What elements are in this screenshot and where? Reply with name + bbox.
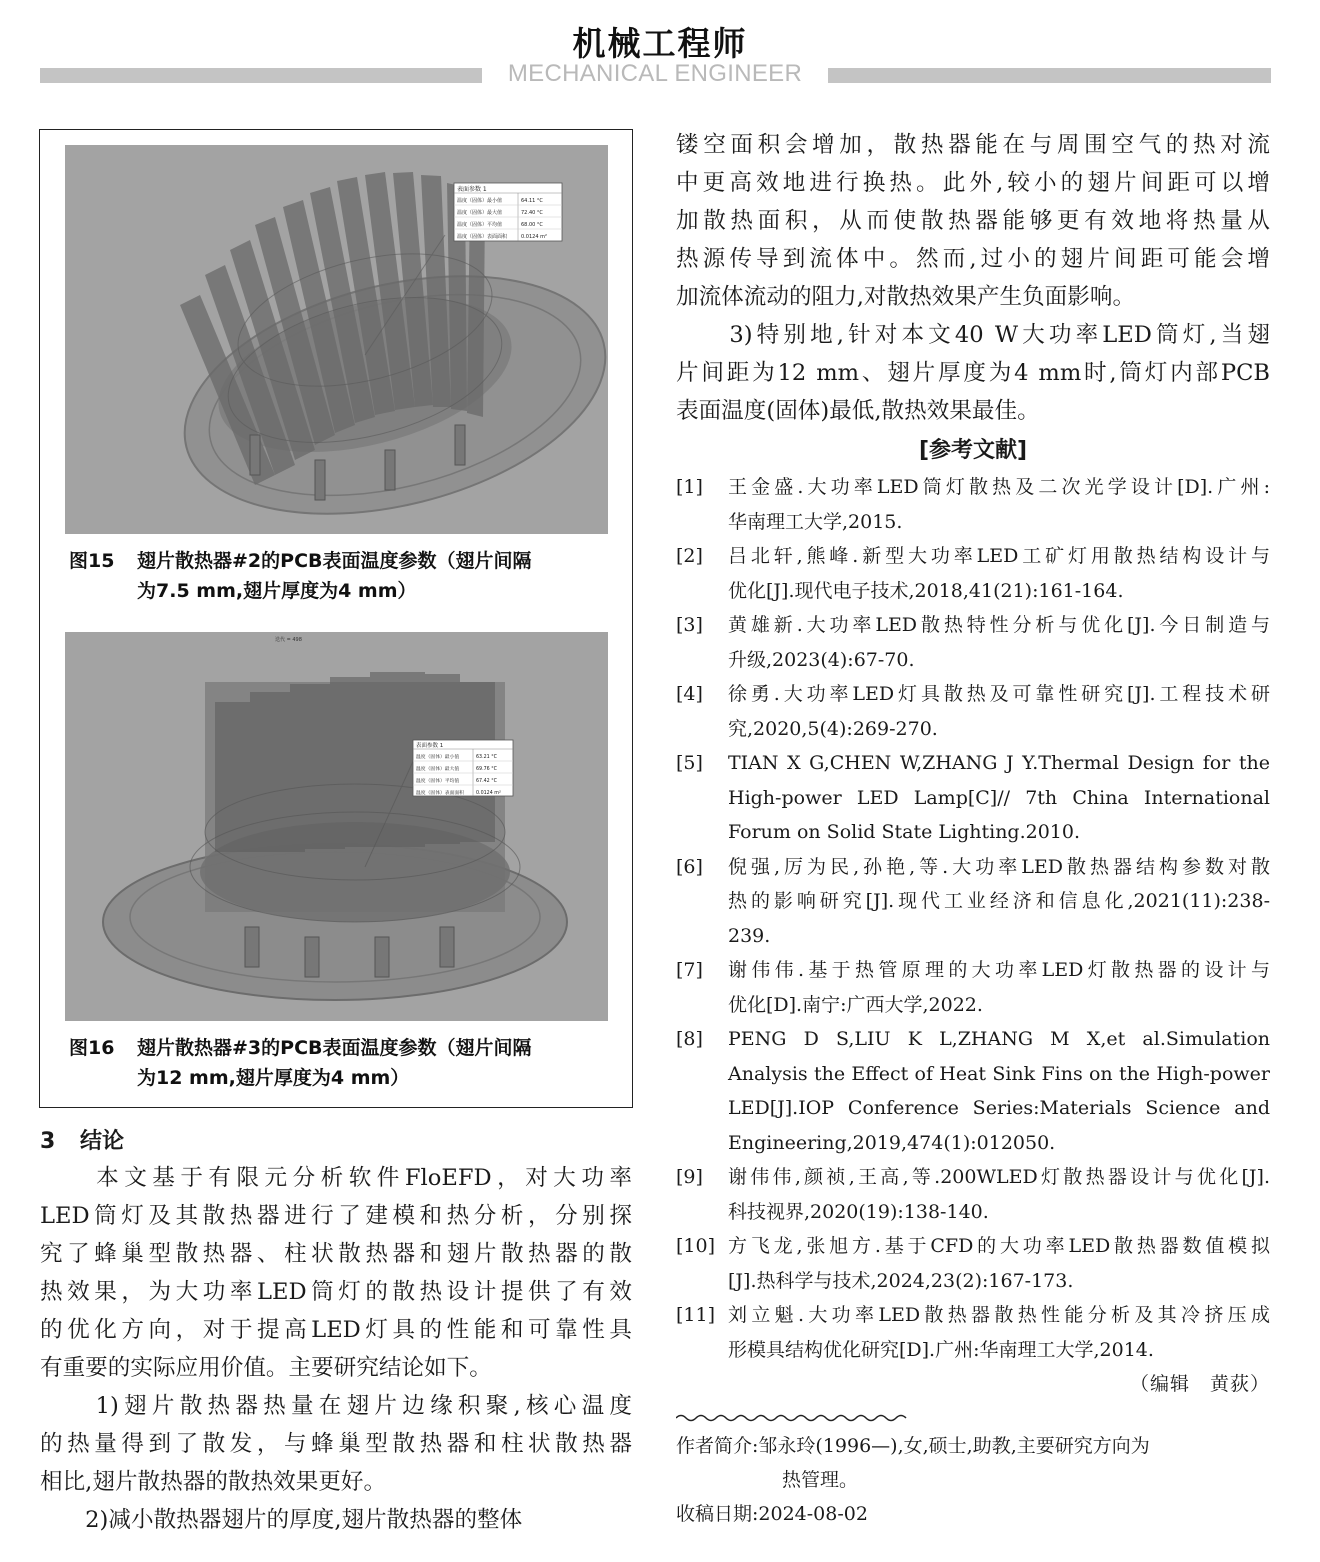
text-line: 黄雄新.大功率LED散热特性分析与优化[J].今日制造与 [728, 614, 1270, 636]
svg-text:温度（固体）平均值: 温度（固体）平均值 [457, 222, 503, 228]
reference-text [728, 746, 1270, 850]
reference-item [676, 953, 1270, 1022]
text-line: 优化[J].现代电子技术,2018,41(21):161-164. [728, 579, 1124, 602]
text-line: Forum on Solid State Lighting.2010. [728, 821, 1081, 843]
figure-16 [39, 617, 633, 1108]
text-line: High-power LED Lamp[C]// 7th China International [728, 786, 1270, 809]
reference-number: [3] [676, 614, 703, 636]
reference-number: [11] [676, 1304, 716, 1326]
svg-text:温度（固体）最大值: 温度（固体）最大值 [416, 767, 460, 772]
svg-text:68.00 °C: 68.00 °C [521, 222, 543, 228]
text-line: 徐勇.大功率LED灯具散热及可靠性研究[J].工程技术研 [728, 683, 1270, 705]
text-line: 谢伟伟.基于热管原理的大功率LED灯散热器的设计与 [728, 959, 1270, 981]
text-line: PENG D S,LIU K L,ZHANG M X,et al.Simulation [728, 1028, 1270, 1050]
reference-number: [4] [676, 683, 703, 705]
figure-16-render [65, 632, 608, 1021]
reference-item [676, 850, 1270, 954]
text-line: Analysis the Effect of Heat Sink Fins on the High-power [728, 1062, 1270, 1085]
text-line: 华南理工大学,2015. [728, 510, 903, 533]
text-line: 加散热面积，从而使散热器能够更有效地将热量从 [676, 208, 1270, 234]
right-paragraph [676, 316, 1270, 430]
author-note: 作者简介:邹永玲(1996—),女,硕士,助教,主要研究方向为 热管理。 收稿日期:2024-08-02 [676, 1429, 1270, 1531]
references-heading: [参考文献] [918, 438, 1028, 463]
text-line: 3)特别地,针对本文40 W大功率LED筒灯,当翅 [676, 322, 1270, 348]
text-line: 中更高效地进行换热。此外,较小的翅片间距可以增 [676, 170, 1270, 196]
right-paragraphs [676, 126, 1270, 430]
figure-15 [39, 129, 633, 619]
text-line: LED筒灯及其散热器进行了建模和热分析，分别探 [40, 1203, 632, 1229]
svg-text:温度（固体）最大值: 温度（固体）最大值 [457, 210, 503, 216]
reference-item [676, 1022, 1270, 1160]
right-column [676, 126, 1270, 1531]
reference-item [676, 746, 1270, 850]
text-line: TIAN X G,CHEN W,ZHANG J Y.Thermal Design for the [728, 752, 1270, 774]
svg-text:温度（固体）最小值: 温度（固体）最小值 [416, 755, 460, 760]
figure-15-render [65, 145, 608, 534]
heatsink-render-2 [65, 145, 608, 534]
reference-item [676, 539, 1270, 608]
text-line: LED[J].IOP Conference Series:Materials Science and [728, 1097, 1270, 1119]
reference-number: [6] [676, 855, 703, 878]
text-line: 的热量得到了散发，与蜂巢型散热器和柱状散热器 [40, 1431, 632, 1457]
text-line: 2)减小散热器翅片的厚度,翅片散热器的整体 [40, 1507, 523, 1533]
text-line: 王金盛.大功率LED筒灯散热及二次光学设计[D].广州: [728, 476, 1270, 498]
left-paragraph [40, 1501, 632, 1539]
reference-item [676, 1229, 1270, 1298]
reference-number: [1] [676, 476, 703, 498]
reference-number: [2] [676, 545, 703, 567]
journal-subtitle: MECHANICAL ENGINEER [507, 60, 803, 87]
reference-text [728, 539, 1270, 608]
text-line: 镂空面积会增加，散热器能在与周围空气的热对流 [676, 132, 1270, 158]
text-line: 究了蜂巢型散热器、柱状散热器和翅片散热器的散 [40, 1241, 632, 1267]
wave-divider [676, 1409, 1270, 1421]
figure-15-caption: 图15 翅片散热器#2的PCB表面温度参数（翅片间隔 为7.5 mm,翅片厚度为4 mm） [69, 546, 609, 606]
reference-item [676, 1298, 1270, 1367]
reference-number: [7] [676, 959, 703, 981]
svg-text:0.0124 m²: 0.0124 m² [521, 234, 547, 240]
header-rule-left [40, 68, 482, 83]
figure-16-caption: 图16 翅片散热器#3的PCB表面温度参数（翅片间隔 为12 mm,翅片厚度为4 mm） [69, 1033, 609, 1093]
text-line: 热的影响研究[J].现代工业经济和信息化,2021(11):238- [728, 890, 1270, 912]
text-line: 形模具结构优化研究[D].广州:华南理工大学,2014. [728, 1338, 1154, 1361]
text-line: 方飞龙,张旭方.基于CFD的大功率LED散热器数值模拟 [728, 1235, 1270, 1257]
left-paragraph [40, 1159, 632, 1387]
reference-item [676, 677, 1270, 746]
svg-text:67.42 °C: 67.42 °C [476, 779, 498, 784]
text-line: 倪强,厉为民,孙艳,等.大功率LED散热器结构参数对散 [728, 855, 1270, 878]
text-line: 239. [728, 924, 771, 947]
reference-text [728, 677, 1270, 746]
text-line: 科技视界,2020(19):138-140. [728, 1200, 989, 1223]
text-line: 优化[D].南宁:广西大学,2022. [728, 993, 983, 1016]
header-rule-right [828, 68, 1271, 83]
fig16-table-title: 表面参数 1 [416, 743, 444, 749]
svg-text:72.40 °C: 72.40 °C [521, 210, 543, 216]
reference-text [728, 1298, 1270, 1367]
editor-note: （编辑 黄荻） [1129, 1373, 1270, 1395]
svg-text:69.76 °C: 69.76 °C [476, 767, 498, 772]
figure-15-number: 图15 [69, 550, 115, 572]
text-line: 刘立魁.大功率LED散热器散热性能分析及其冷挤压成 [728, 1304, 1270, 1326]
reference-number: [5] [676, 752, 703, 774]
text-line: Engineering,2019,474(1):012050. [728, 1131, 1056, 1154]
text-line: 吕北轩,熊峰.新型大功率LED工矿灯用散热结构设计与 [728, 545, 1270, 567]
reference-text [728, 953, 1270, 1022]
svg-text:温度（固体）表面面积: 温度（固体）表面面积 [457, 234, 508, 240]
left-paragraphs [40, 1159, 632, 1539]
text-line: 热源传导到流体中。然而,过小的翅片间距可能会增 [676, 246, 1270, 272]
svg-text:63.21 °C: 63.21 °C [476, 755, 498, 760]
text-line: 1)翅片散热器热量在翅片边缘积聚,核心温度 [40, 1393, 632, 1419]
text-line: 相比,翅片散热器的散热效果更好。 [40, 1469, 387, 1495]
text-line: [J].热科学与技术,2024,23(2):167-173. [728, 1269, 1074, 1292]
iteration-label: 迭代 = 498 [275, 637, 302, 643]
journal-title: 机械工程师 [572, 24, 748, 63]
reference-text [728, 608, 1270, 677]
text-line: 加流体流动的阻力,对散热效果产生负面影响。 [676, 284, 1136, 310]
reference-text [728, 850, 1270, 954]
reference-item [676, 470, 1270, 539]
text-line: 升级,2023(4):67-70. [728, 648, 915, 671]
reference-text [728, 470, 1270, 539]
reference-number: [10] [676, 1235, 716, 1257]
reference-list [676, 470, 1270, 1367]
received-date: 收稿日期:2024-08-02 [676, 1503, 868, 1525]
svg-text:0.0124 m²: 0.0124 m² [476, 791, 501, 796]
svg-text:温度（固体）最小值: 温度（固体）最小值 [457, 198, 503, 204]
reference-number: [8] [676, 1028, 703, 1050]
svg-text:64.11 °C: 64.11 °C [521, 198, 543, 204]
reference-text [728, 1022, 1270, 1160]
text-line: 有重要的实际应用价值。主要研究结论如下。 [40, 1355, 492, 1381]
temperature-table-fig16 [413, 740, 513, 796]
reference-item [676, 608, 1270, 677]
reference-number: [9] [676, 1166, 703, 1188]
figure-16-number: 图16 [69, 1037, 115, 1059]
right-paragraph [676, 126, 1270, 316]
section-heading: 3 结论 [40, 1129, 125, 1154]
fig15-table-title: 表面参数 1 [457, 186, 487, 193]
svg-text:温度（固体）表面面积: 温度（固体）表面面积 [416, 791, 464, 796]
temperature-table-fig15 [454, 183, 562, 241]
reference-text [728, 1229, 1270, 1298]
text-line: 热效果，为大功率LED筒灯的散热设计提供了有效 [40, 1279, 632, 1305]
left-paragraph [40, 1387, 632, 1501]
text-line: 片间距为12 mm、翅片厚度为4 mm时,筒灯内部PCB [676, 360, 1270, 386]
text-line: 表面温度(固体)最低,散热效果最佳。 [676, 398, 1040, 424]
text-line: 究,2020,5(4):269-270. [728, 717, 938, 740]
text-line: 本文基于有限元分析软件FloEFD，对大功率 [40, 1165, 632, 1191]
reference-item [676, 1160, 1270, 1229]
heatsink-render-3 [65, 632, 608, 1021]
reference-text [728, 1160, 1270, 1229]
left-column [40, 1125, 632, 1539]
text-line: 谢伟伟,颜祯,王高,等.200WLED灯散热器设计与优化[J]. [728, 1166, 1270, 1188]
svg-text:温度（固体）平均值: 温度（固体）平均值 [416, 779, 460, 784]
text-line: 的优化方向，对于提高LED灯具的性能和可靠性具 [40, 1317, 632, 1343]
